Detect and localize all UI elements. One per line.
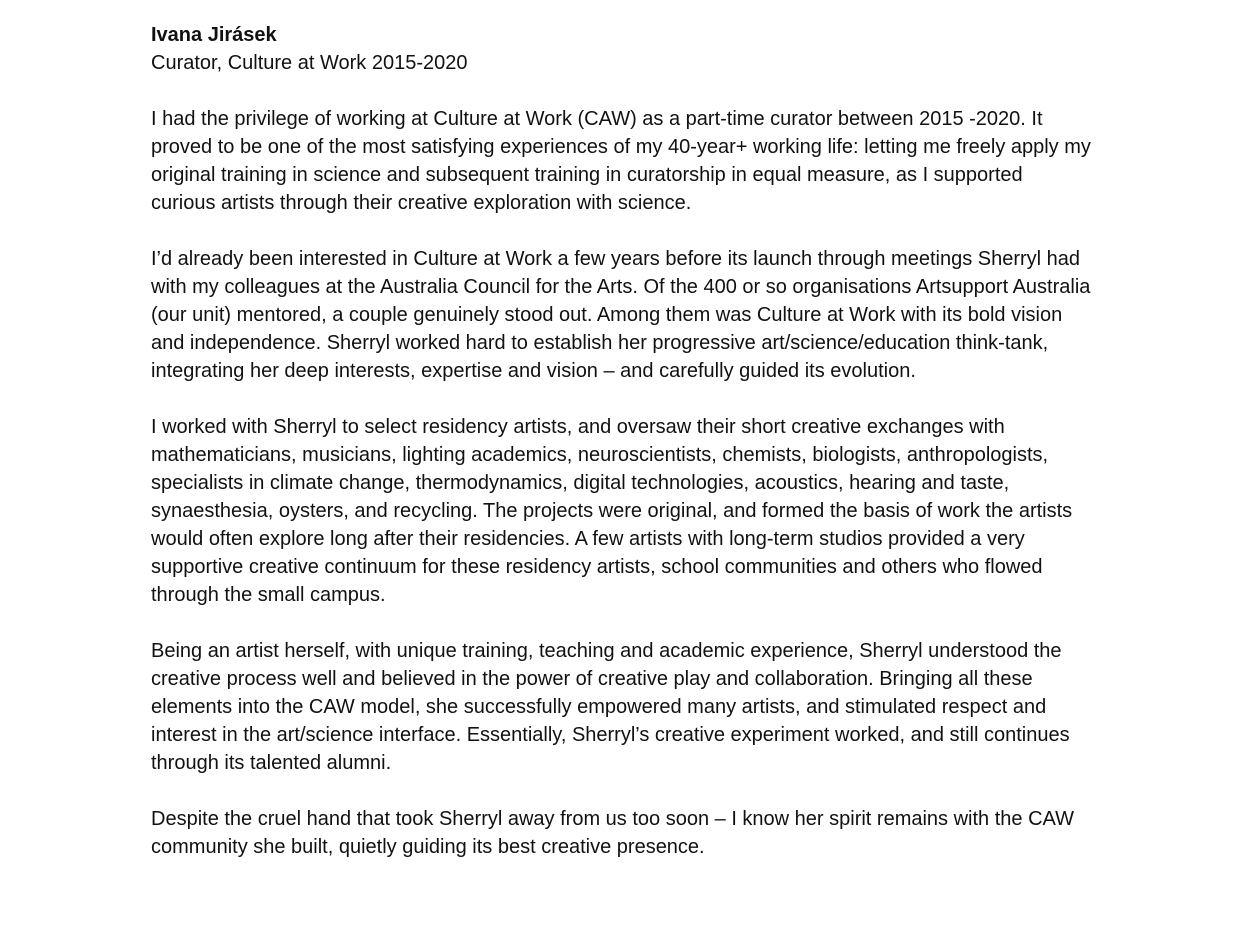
paragraph-artist-herself: Being an artist herself, with unique training, teaching and academic experience, Sherryl understood the creative process well and believed in the power of creative play and collaboration. Bringing all these elements into the CAW model, she successfully empowered many artists, and stimulated respect and interest in the art/science interface. Essentially, Sherryl’s creative experiment worked, and still continues through its talented alumni.: [151, 640, 1070, 774]
document-page: [151, 21, 1091, 861]
paragraph-privilege: I had the privilege of working at Culture at Work (CAW) as a part-time curator between 2015 -2020. It proved to be one of the most satisfying experiences of my 40-year+ working life: letting me freely apply my original training in science and subsequent training in curatorship in equal measure, as I supported curious artists through their creative exploration with science.: [151, 108, 1091, 214]
author-name: Ivana Jirásek: [151, 24, 277, 46]
author-role: Curator, Culture at Work 2015-2020: [151, 52, 468, 74]
paragraph-residencies: I worked with Sherryl to select residency artists, and oversaw their short creative exchanges with mathematicians, musicians, lighting academics, neuroscientists, chemists, biologists, anthropologists, specialists in climate change, thermodynamics, digital technologies, acoustics, hearing and taste, synaesthesia, oysters, and recycling. The projects were original, and formed the basis of work the artists would often explore long after their residencies. A few artists with long-term studios provided a very supportive creative continuum for these residency artists, school communities and others who flowed through the small campus.: [151, 416, 1073, 606]
paragraph-closing: Despite the cruel hand that took Sherryl away from us too soon – I know her spirit remains with the CAW community she built, quietly guiding its best creative presence.: [151, 808, 1075, 858]
paragraph-interest: I’d already been interested in Culture at Work a few years before its launch through meetings Sherryl had with my colleagues at the Australia Council for the Arts. Of the 400 or so organisations Artsupport Australia (our unit) mentored, a couple genuinely stood out. Among them was Culture at Work with its bold vision and independence. Sherryl worked hard to establish her progressive art/science/education think-tank, integrating her deep interests, expertise and vision – and carefully guided its evolution.: [151, 248, 1091, 382]
